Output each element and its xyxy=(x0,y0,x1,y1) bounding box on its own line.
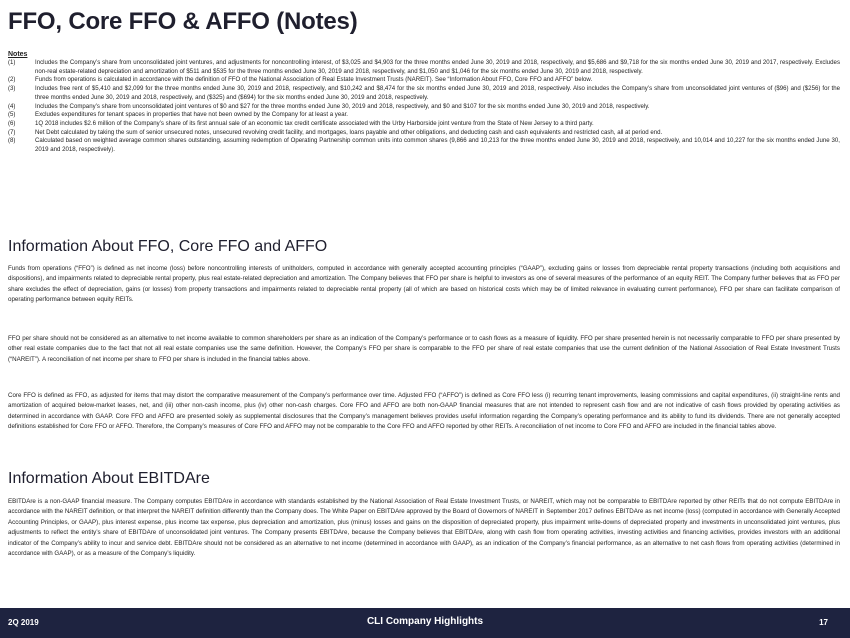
footer-period: 2Q 2019 xyxy=(8,618,39,627)
page-number: 17 xyxy=(819,618,828,627)
ffo-section-title: Information About FFO, Core FFO and AFFO xyxy=(8,238,328,255)
note-text: Excludes expenditures for tenant spaces in properties that have not been owned by the Company for at least a year. xyxy=(35,111,349,119)
note-item xyxy=(8,85,840,102)
page-title: FFO, Core FFO & AFFO (Notes) xyxy=(8,8,358,35)
note-text: Includes free rent of $5,410 and $2,099 for the three months ended June 30, 2019 and 2018, respectively, and $10,242 and $8,474 for the six months ended June 30, 2019 and 2018, respectively. Also includes the Company’s share from unconsolidated joint ventures of ($96) and ($256) for the three months ended June 30, 2019 and 2018, respectively, and ($325) and ($694) for the six months ended June 30, 2019 and 2018, respectively. xyxy=(35,85,840,101)
ebitda-paragraph: EBITDAre is a non-GAAP financial measure. The Company computes EBITDAre in accordance with standards established by the National Association of Real Estate Investment Trusts, or NAREIT, which may not be comparable to EBITDAre reported by other REITs that do not compute EBITDAre in accordance with the NAREIT definition, or that interpret the NAREIT definition differently than the Company does. The White Paper on EBITDAre approved by the Board of Governors of NAREIT in September 2017 defines EBITDAre as net income (loss) (computed in accordance with Generally Accepted Accounting Principles, or GAAP), plus interest expense, plus income tax expense, plus depreciation and amortization, plus (minus) losses and gains on the disposition of depreciated property, plus impairment write-downs of depreciated property and investments in unconsolidated joint ventures, plus adjustments to reflect the entity’s share of EBITDAre of unconsolidated joint ventures. The Company presents EBITDAre, because the Company believes that EBITDAre, along with cash flow from operating activities, investing activities and financing activities, provides investors with an additional indicator of the Company’s ability to incur and service debt. EBITDAre should not be considered as an alternative to net income (determined in accordance with GAAP), as an indication of the Company’s financial performance, as an alternative to net cash flows from operating activities (determined in accordance with GAAP), or as a measure of the Company’s liquidity. xyxy=(8,498,840,558)
note-item xyxy=(8,137,840,154)
note-item xyxy=(8,59,840,76)
note-item xyxy=(8,120,840,129)
note-number: (6) xyxy=(8,119,16,127)
note-item xyxy=(8,111,840,120)
ffo-paragraph-1: Funds from operations (“FFO”) is defined as net income (loss) before noncontrolling interests of unitholders, computed in accordance with generally accepted accounting principles (“GAAP”), excluding gains or losses from depreciable rental property transactions (including both acquisitions and dispositions), and impairments related to depreciable rental property, plus real estate-related depreciation and amortization. The Company believes that FFO per share is helpful to investors as one of several measures of the performance of an equity REIT. The Company further believes that as FFO per share excludes the effect of depreciation, gains (or losses) from property transactions and impairments related to depreciable rental property (all of which are based on historical costs which may be of limited relevance in evaluating current performance), FFO per share can facilitate comparison of operating performance between equity REITs. xyxy=(8,265,840,304)
ebitda-section-title: Information About EBITDAre xyxy=(8,470,210,487)
footer-title: CLI Company Highlights xyxy=(366,616,484,627)
note-text: Net Debt calculated by taking the sum of senior unsecured notes, unsecured revolving credit facility, and mortgages, loans payable and other obligations, and deducting cash and cash equivalents and restricted cash, all at period end. xyxy=(35,128,663,136)
notes-heading: Notes xyxy=(8,51,28,58)
note-text: Includes the Company’s share from unconsolidated joint ventures of $0 and $27 for the three months ended June 30, 2019 and 2018, respectively, and $0 and $107 for the six months ended June 30, 2019 and 2018, respectively. xyxy=(35,102,650,110)
notes-section xyxy=(8,50,840,155)
note-number: (4) xyxy=(8,102,16,110)
note-text: Calculated based on weighted average common shares outstanding, assuming redemption of Operating Partnership common units into common shares (9,866 and 10,213 for the three months ended June 30, 2019 and 2018, respectively, and 10,014 and 10,227 for the six months ended June 30, 2019 and 2018, respectively). xyxy=(35,137,840,154)
note-number: (5) xyxy=(8,111,16,119)
note-text: Includes the Company’s share from unconsolidated joint ventures, and adjustments for noncontrolling interest, of $3,025 and $4,903 for the three months ended June 30, 2019 and 2018, respectively, and $5,686 and $9,718 for the six months ended June 30, 2019 and 2017, respectively. Excludes non-real estate-related depreciation and amortization of $511 and $535 for the three months ended June 30, 2019 and 2018, respectively, and $1,050 and $1,046 for the six months ended June 30, 2019 and 2018, respectively. xyxy=(35,59,840,75)
note-text: 1Q 2018 includes $2.6 million of the Company’s share of its first annual sale of an economic tax credit certificate associated with the Urby Harborside joint venture from the State of New Jersey to a third party. xyxy=(35,119,594,127)
note-item xyxy=(8,76,840,85)
note-item xyxy=(8,103,840,112)
note-text: Funds from operations is calculated in accordance with the definition of FFO of the National Association of Real Estate Investment Trusts (NAREIT). See “Information About FFO, Core FFO and AFFO” below. xyxy=(35,76,593,84)
footer-bar xyxy=(0,608,850,638)
note-number: (8) xyxy=(8,137,16,145)
note-item xyxy=(8,129,840,138)
note-number: (1) xyxy=(8,59,16,66)
note-number: (3) xyxy=(8,85,16,93)
ffo-paragraph-2: FFO per share should not be considered as an alternative to net income available to common shareholders per share as an indication of the Company’s performance or to cash flows as a measure of liquidity. FFO per share presented herein is not necessarily comparable to FFO per share presented by other real estate companies due to the fact that not all real estate companies use the same definition. However, the Company’s FFO per share is comparable to the FFO per share of real estate companies that use the current definition of the National Association of Real Estate Investment Trusts (“NAREIT”). A reconciliation of net income per share to FFO per share is included in the financial tables above. xyxy=(8,335,840,363)
note-number: (2) xyxy=(8,76,16,84)
note-number: (7) xyxy=(8,128,16,136)
core-ffo-paragraph: Core FFO is defined as FFO, as adjusted for items that may distort the comparative measurement of the Company’s performance over time. Adjusted FFO (“AFFO”) is defined as Core FFO less (i) recurring tenant improvements, leasing commissions and capital expenditures, (ii) straight-line rents and amortization of acquired below-market leases, net, and (iii) other non-cash income, plus (iv) other non-cash charges. Core FFO and AFFO are both non-GAAP financial measures that are not intended to represent cash flow and are not indicative of cash flows provided by operating activities as determined in accordance with GAAP. Core FFO and AFFO are presented solely as supplemental disclosures that the Company’s management believes provides useful information regarding the Company’s operating performance and its ability to fund its dividends. There are not generally accepted definitions established for Core FFO or AFFO. Therefore, the Company’s measures of Core FFO and AFFO may not be comparable to the Core FFO and AFFO reported by other REITs. A reconciliation of net income to Core FFO and AFFO are included in the financial tables above. xyxy=(8,392,840,431)
